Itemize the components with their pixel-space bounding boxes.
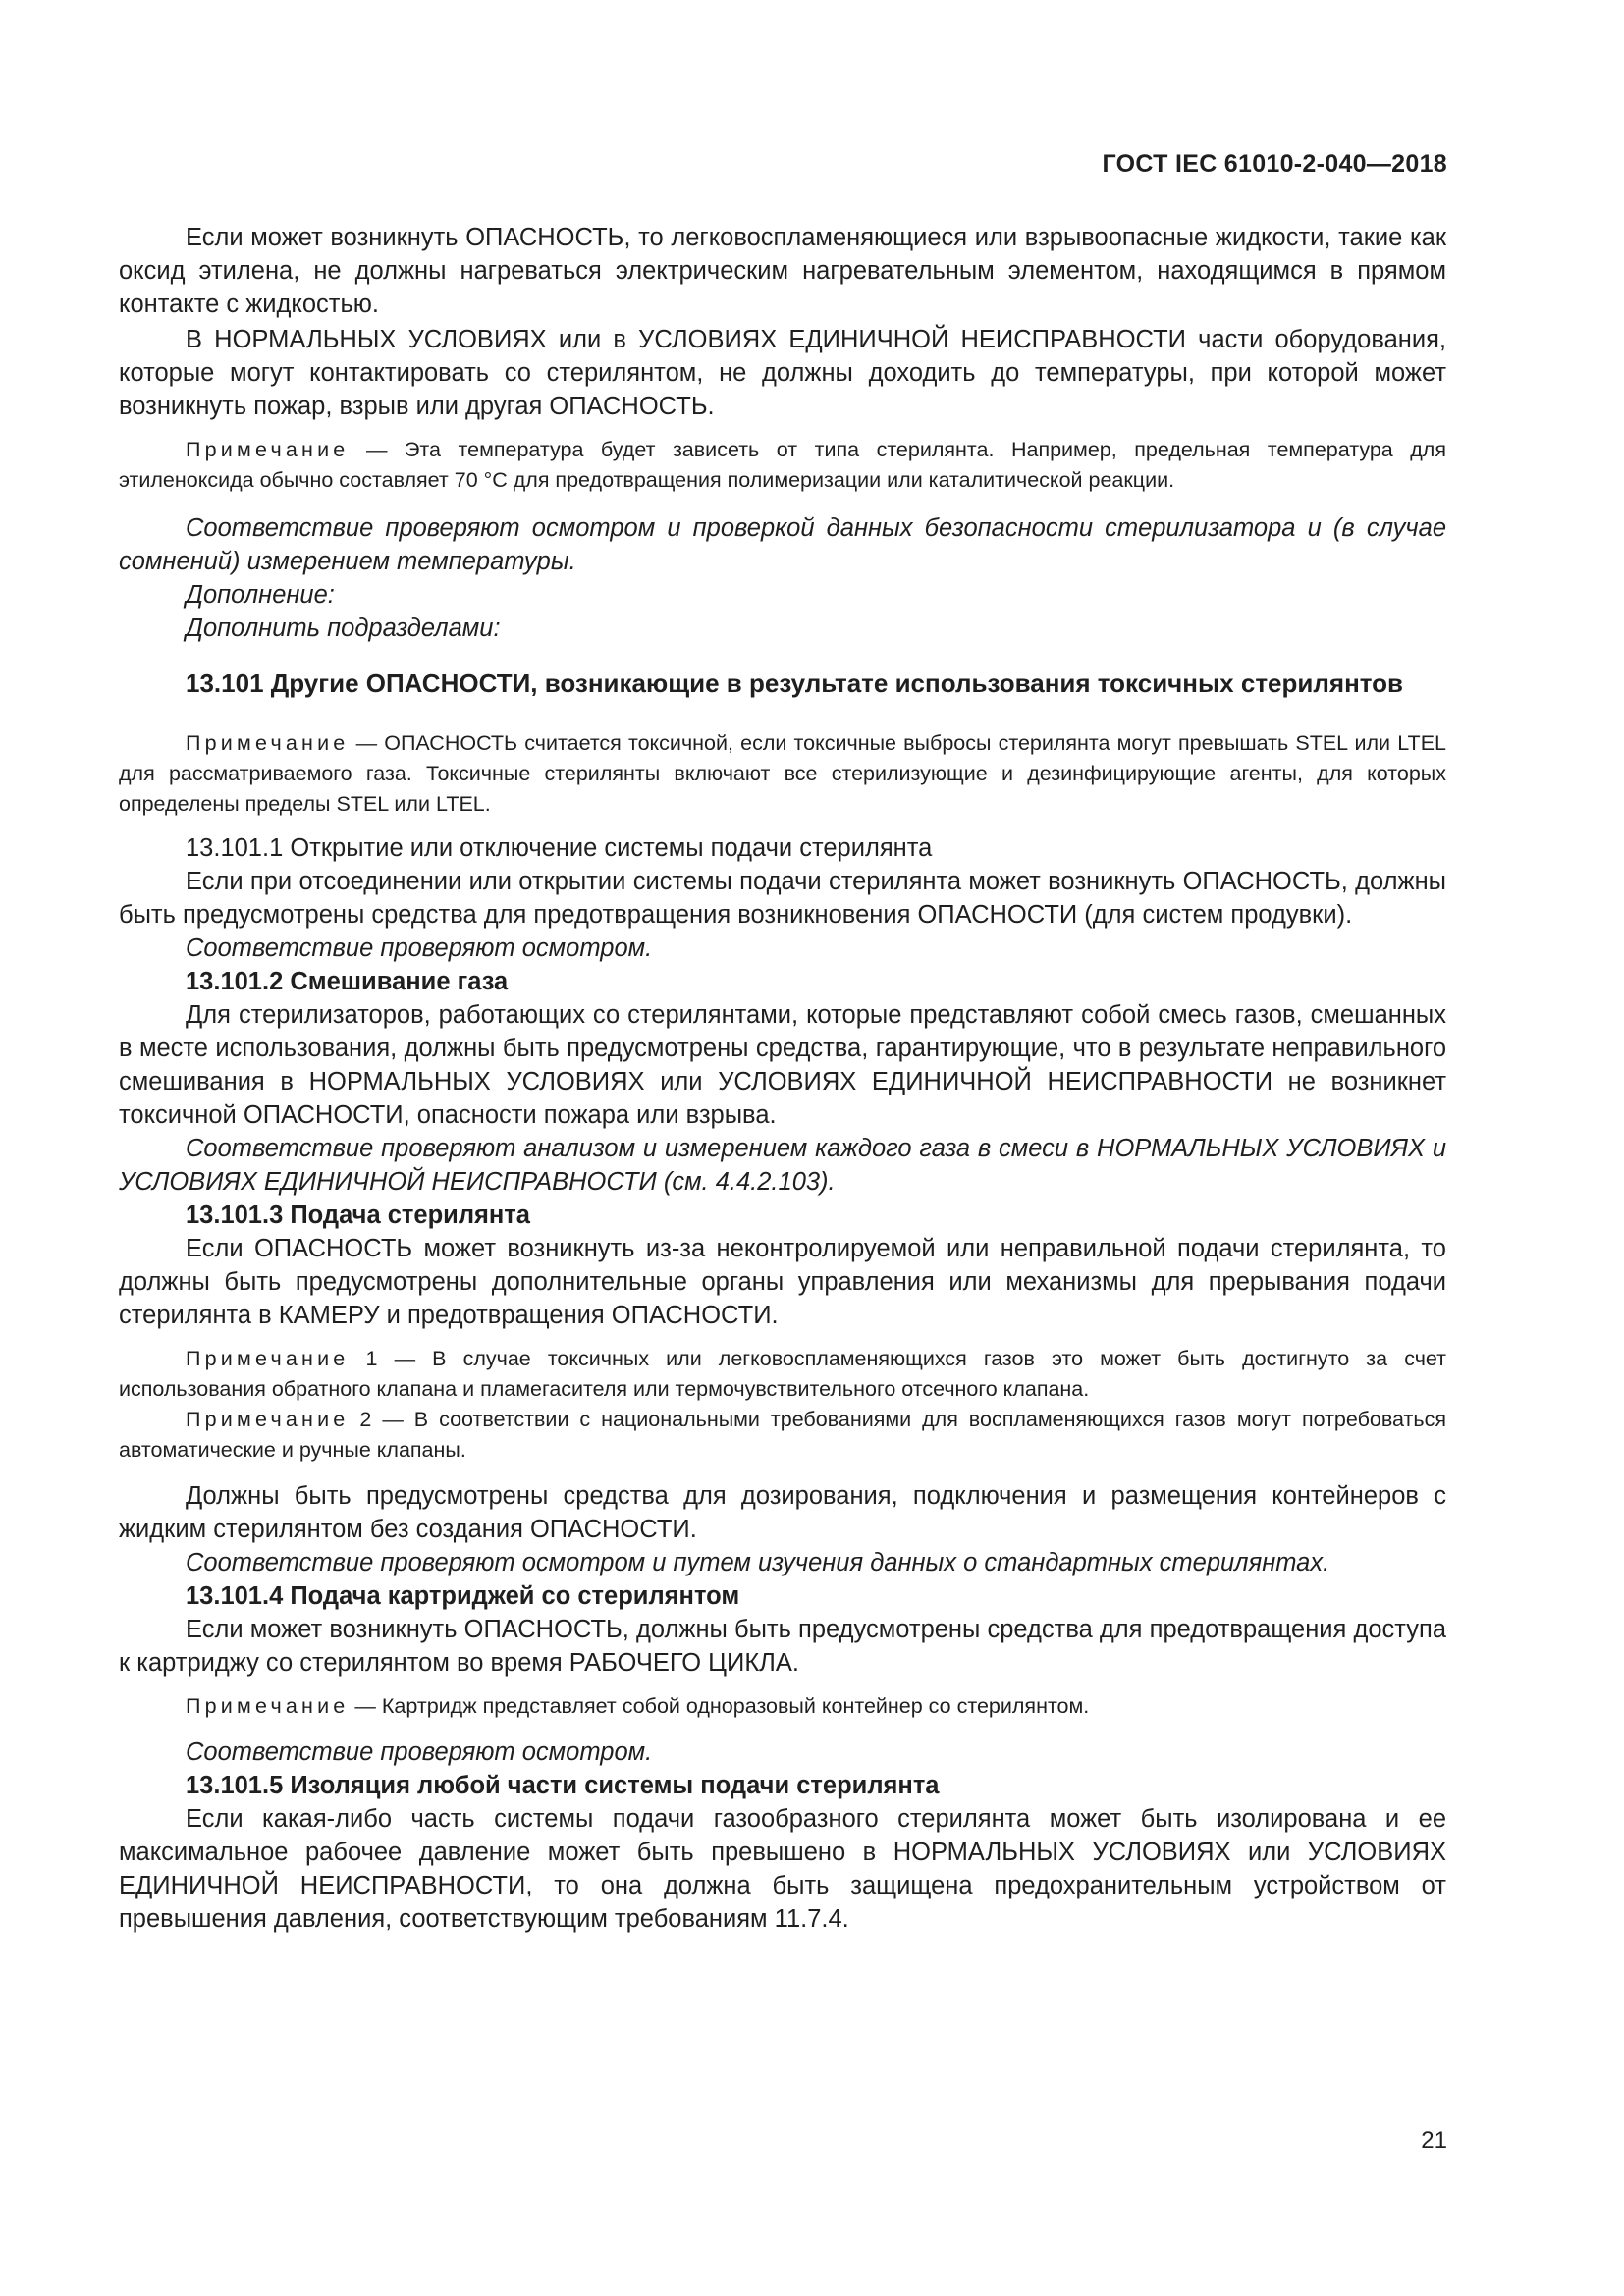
note bbox=[119, 1691, 1446, 1722]
subsection-title-13-101-3: 13.101.3 Подача стерилянта bbox=[186, 1201, 530, 1229]
note-label: Примечание bbox=[186, 1694, 350, 1718]
note bbox=[119, 1344, 1446, 1405]
paragraph: Если может возникнуть ОПАСНОСТЬ, то легковоспламеняющиеся или взрывоопасные жидкости, такие как оксид этилена, не должны нагреваться электрическим нагревательным элементом, находящимся в прямом контакте с жидкостью. bbox=[119, 224, 1446, 318]
paragraph: Для стерилизаторов, работающих со стерилянтами, которые представляют собой смесь газов, смешанных в месте использования, должны быть предусмотрены средства, гарантирующие, что в результате неправильного смешивания в НОРМАЛЬНЫХ УСЛОВИЯХ или УСЛОВИЯХ ЕДИНИЧНОЙ НЕИСПРАВНОСТИ не возникнет токсичной ОПАСНОСТИ, опасности пожара или взрыва. bbox=[119, 1001, 1446, 1129]
note-text: — Эта температура будет зависеть от типа стерилянта. Например, предельная температура для этиленоксида обычно составляет 70 °С для предотвращения полимеризации или каталитической реакции. bbox=[119, 438, 1446, 492]
document-code: ГОСТ IEC 61010-2-040—2018 bbox=[1102, 150, 1447, 178]
compliance-text: Соответствие проверяют анализом и измерением каждого газа в смеси в НОРМАЛЬНЫХ УСЛОВИЯХ и УСЛОВИЯХ ЕДИНИЧНОЙ НЕИСПРАВНОСТИ (см. 4.4.2.103). bbox=[119, 1135, 1446, 1196]
note-text: 1 — В случае токсичных или легковоспламеняющихся газов это может быть достигнуто за счет использования обратного клапана и пламегасителя или термочувствительного отсечного клапана. bbox=[119, 1347, 1446, 1401]
note bbox=[119, 435, 1446, 496]
paragraph: Если ОПАСНОСТЬ может возникнуть из-за неконтролируемой или неправильной подачи стерилянта, то должны быть предусмотрены дополнительные органы управления или механизмы для прерывания подачи стерилянта в КАМЕРУ и предотвращения ОПАСНОСТИ. bbox=[119, 1235, 1446, 1329]
compliance-text: Соответствие проверяют осмотром и путем изучения данных о стандартных стерилянтах. bbox=[186, 1549, 1330, 1576]
compliance-text: Соответствие проверяют осмотром. bbox=[186, 1738, 653, 1766]
subsection-title-13-101-4: 13.101.4 Подача картриджей со стерилянтом bbox=[186, 1582, 740, 1610]
paragraph: Должны быть предусмотрены средства для дозирования, подключения и размещения контейнеров с жидким стерилянтом без создания ОПАСНОСТИ. bbox=[119, 1482, 1446, 1543]
page-number: 21 bbox=[1421, 2127, 1447, 2154]
addition-label: Дополнение: bbox=[186, 581, 335, 609]
note bbox=[119, 1405, 1446, 1466]
paragraph: В НОРМАЛЬНЫХ УСЛОВИЯХ или в УСЛОВИЯХ ЕДИНИЧНОЙ НЕИСПРАВНОСТИ части оборудования, которые могут контактировать со стерилянтом, не должны доходить до температуры, при которой может возникнуть пожар, взрыв или другая ОПАСНОСТЬ. bbox=[119, 326, 1446, 420]
note-text: — Картридж представляет собой одноразовый контейнер со стерилянтом. bbox=[349, 1694, 1090, 1718]
note-text: 2 — В соответствии с национальными требованиями для воспламеняющихся газов могут потребоваться автоматические и ручные клапаны. bbox=[119, 1408, 1446, 1462]
addition-instruction: Дополнить подразделами: bbox=[186, 614, 501, 642]
note-label: Примечание bbox=[186, 1408, 350, 1431]
note bbox=[119, 728, 1446, 820]
paragraph: Если может возникнуть ОПАСНОСТЬ, должны быть предусмотрены средства для предотвращения доступа к картриджу со стерилянтом во время РАБОЧЕГО ЦИКЛА. bbox=[119, 1616, 1446, 1677]
subsection-title-13-101-1: 13.101.1 Открытие или отключение системы подачи стерилянта bbox=[186, 834, 933, 862]
compliance-text: Соответствие проверяют осмотром и проверкой данных безопасности стерилизатора и (в случае сомнений) измерением температуры. bbox=[119, 514, 1446, 575]
paragraph: Если при отсоединении или открытии системы подачи стерилянта может возникнуть ОПАСНОСТЬ, должны быть предусмотрены средства для предотвращения возникновения ОПАСНОСТИ (для систем продувки). bbox=[119, 868, 1446, 929]
note-label: Примечание bbox=[186, 731, 350, 755]
note-label: Примечание bbox=[186, 438, 350, 461]
subsection-title-13-101-2: 13.101.2 Смешивание газа bbox=[186, 968, 509, 995]
subsection-title-13-101-5: 13.101.5 Изоляция любой части системы подачи стерилянта bbox=[186, 1772, 940, 1799]
page-content bbox=[119, 221, 1446, 1936]
note-label: Примечание bbox=[186, 1347, 350, 1370]
paragraph: Если какая-либо часть системы подачи газообразного стерилянта может быть изолирована и ее максимальное рабочее давление может быть превышено в НОРМАЛЬНЫХ УСЛОВИЯХ или УСЛОВИЯХ ЕДИНИЧНОЙ НЕИСПРАВНОСТИ, то она должна быть защищена предохранительным устройством от превышения давления, соответствующим требованиям 11.7.4. bbox=[119, 1805, 1446, 1933]
note-text: — ОПАСНОСТЬ считается токсичной, если токсичные выбросы стерилянта могут превышать STEL или LTEL для рассматриваемого газа. Токсичные стерилянты включают все стерилизующие и дезинфицирующие агенты, для которых определены пределы STEL или LTEL. bbox=[119, 731, 1446, 816]
compliance-text: Соответствие проверяют осмотром. bbox=[186, 934, 653, 962]
section-heading-13-101: 13.101 Другие ОПАСНОСТИ, возникающие в результате использования токсичных стерилянтов bbox=[186, 668, 1404, 698]
